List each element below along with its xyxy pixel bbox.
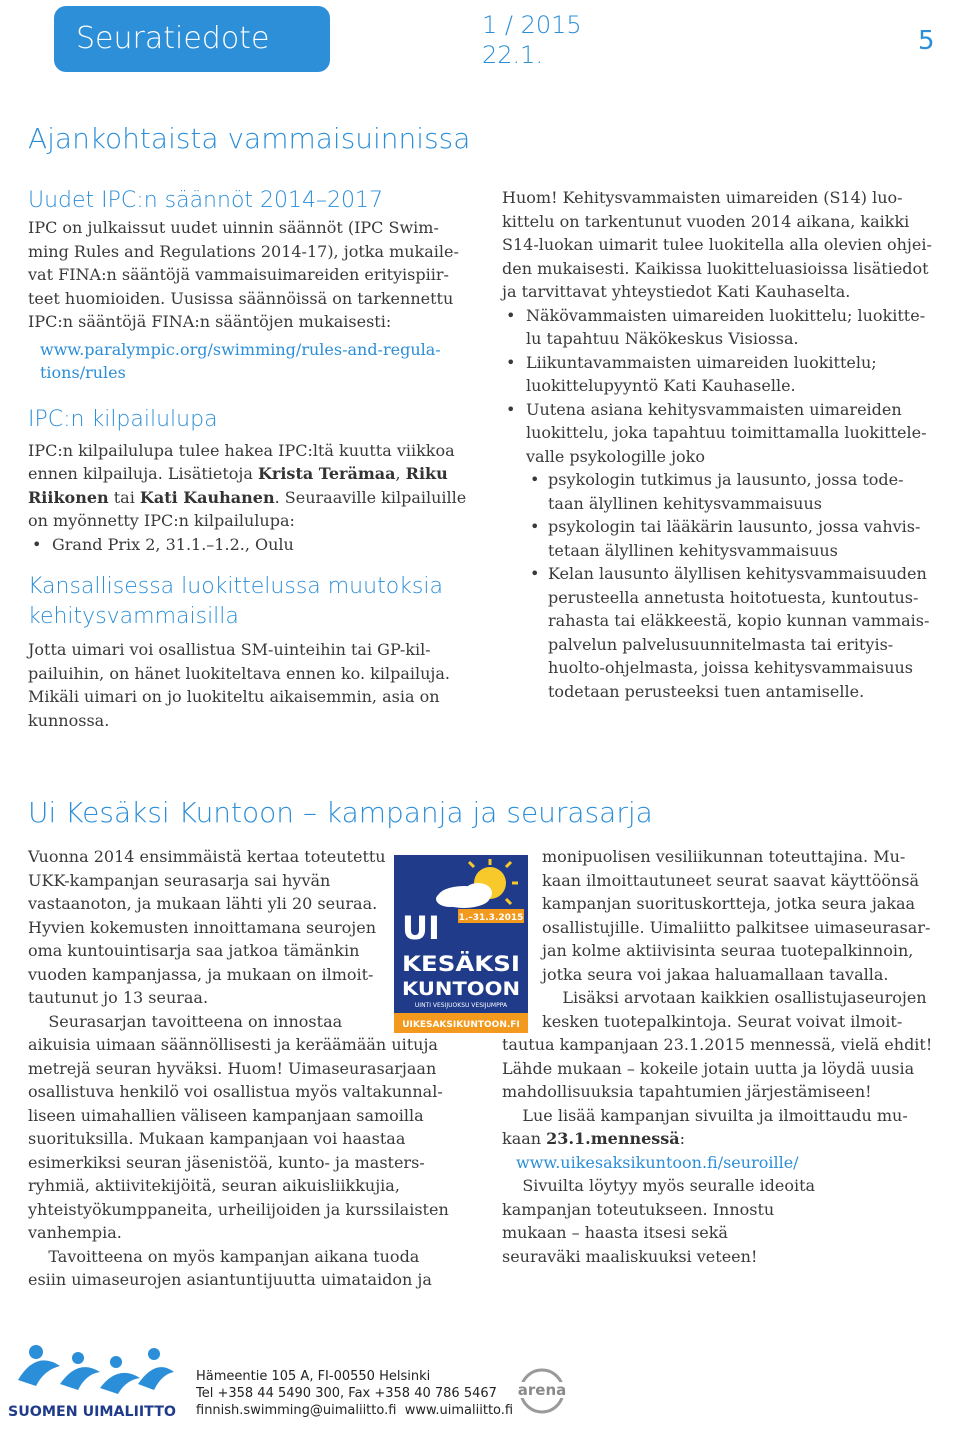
text-line: Vuonna 2014 ensimmäistä kertaa toteutettu (28, 847, 386, 866)
campaign-logo (394, 855, 528, 1033)
text-line: S14-luokan uimarit tulee luokitella alla olevien ohjei- (502, 235, 932, 254)
text-line: metrejä seuran hyväksi. Huom! Uimaseurasarjaan (28, 1058, 437, 1078)
text-line: osallistuva henkilö voi osallistua myös valtakunnal- (28, 1082, 443, 1101)
classification-sublist (502, 468, 942, 703)
text-line: UKK-kampanjan seurasarja sai hyvän (28, 870, 331, 890)
text-line: esimerkiksi seuran jäsenistöä, kunto- ja masters- (28, 1152, 425, 1172)
campaign-heading: Ui Kesäksi Kuntoon – kampanja ja seurasarja (28, 796, 653, 829)
link-line[interactable]: tions/rules (40, 363, 126, 382)
text-line: jan kolme aktiivisinta seuraa tuotepalkinnoin, (542, 941, 914, 960)
issue-number: 1 / 2015 (482, 11, 582, 39)
list-item: • Uutena asiana kehitysvammaisten uimareiden luokittelu, joka tapahtuu toimittamalla luokittele- valle psykologille joko (502, 398, 942, 469)
list-item: • Näkövammaisten uimareiden luokittelu; luokitte- lu tapahtuu Näkökeskus Visiossa. (502, 304, 942, 351)
ipc-license-heading: IPC:n kilpailulupa (28, 406, 218, 432)
ipc-rules-heading: Uudet IPC:n säännöt 2014–2017 (28, 188, 383, 213)
deadline-date: 23.1.mennessä (546, 1129, 680, 1148)
logo-word-kesaksi: KESÄKSI (402, 952, 504, 976)
text-line: kunnossa. (28, 710, 110, 730)
campaign-wide-text (502, 1033, 942, 1268)
link-line[interactable]: www.paralympic.org/swimming/rules-and-regula- (40, 339, 441, 359)
footer-email-web[interactable]: finnish.swimming@uimaliitto.fi www.uimaliitto.fi (196, 1403, 514, 1418)
text-line: kampanjan toteutukseen. Innostu (502, 1199, 775, 1219)
text-line: Jotta uimari voi osallistua SM-uinteihin tai GP-kil- (28, 640, 431, 659)
text-line: kaan ilmoittautuneet seurat saavat käyttöönsä (542, 870, 920, 890)
text-line: IPC:n kilpailulupa tulee hakea IPC:ltä kuutta viikkoa (28, 440, 455, 460)
header-banner (54, 6, 330, 72)
sponsor-name: arena (517, 1381, 567, 1399)
contact-name: Krista Terämaa (258, 464, 396, 483)
text-line: ennen kilpailuja. Lisätietoja Krista Terämaa, Riku (28, 464, 448, 483)
text-line: ja tarvittavat yhteystiedot Kati Kauhaselta. (502, 282, 851, 301)
arena-logo (512, 1364, 572, 1414)
contact-name: Kati Kauhanen (139, 487, 275, 507)
text-line: IPC:n sääntöjä FINA:n sääntöjen mukaisesti: (28, 312, 392, 331)
text-line: den mukaisesti. Kaikissa luokitteluasioissa lisätiedot (502, 258, 929, 278)
page-number: 5 (918, 26, 935, 56)
list-item: • psykologin tutkimus ja lausunto, jossa tode- taan älyllinen kehitysvammaisuus (502, 468, 942, 515)
right-column (502, 186, 942, 703)
text-line: ryhmiä, aktiivitekijöitä, seuran aikuisliikkujia, (28, 1176, 400, 1195)
logo-word-ui: UI (402, 909, 440, 947)
text-line: jotka seura voi jakaa haluamallaan tavalla. (542, 964, 889, 984)
issue-info (482, 10, 582, 70)
text-line: yhteistyökumppaneita, urheilijoiden ja kurssilaisten (28, 1199, 449, 1219)
text-line: kesken tuotepalkintoja. Seurat voivat ilmoit- (542, 1011, 903, 1031)
text-line: tautua kampanjaan 23.1.2015 mennessä, vielä ehdit! (502, 1035, 933, 1054)
text-line: Riikonen tai Kati Kauhanen. Seuraaville kilpailuille (28, 487, 467, 507)
text-line: on myönnetty IPC:n kilpailulupa: (28, 511, 295, 530)
contact-name: Riikonen (28, 487, 109, 507)
campaign-link[interactable]: www.uikesaksikuntoon.fi/seuroille/ (516, 1152, 799, 1172)
text-line: liseen uimahallien väliseen kampanjaan samoilla (28, 1105, 424, 1125)
text-line: osallistujille. Uimaliitto palkitsee uimaseurasar- (542, 917, 931, 937)
text-line: esiin uimaseurojen asiantuntijuutta uimataidon ja (28, 1270, 432, 1289)
text-line: Mikäli uimari on jo luokiteltu aikaisemmin, asia on (28, 687, 440, 706)
footer-contact (196, 1368, 513, 1419)
text-line: Seurasarjan tavoitteena on innostaa (28, 1011, 343, 1031)
text-line: IPC on julkaissut uudet uinnin säännöt (IPC Swim- (28, 218, 439, 237)
text-line: ming Rules and Regulations 2014-17), jotka mukaile- (28, 241, 459, 261)
text-line: mukaan – haasta itsesi sekä (502, 1223, 728, 1242)
license-list (28, 533, 468, 557)
classification-list (502, 304, 942, 469)
text-line: Tavoitteena on myös kampanjan aikana tuoda (28, 1246, 420, 1266)
footer-phone: Tel +358 44 5490 300, Fax +358 40 786 5467 (196, 1386, 497, 1401)
text-line: teet huomioiden. Uusissa säännöissä on tarkennettu (28, 288, 454, 308)
newsletter-title: Seuratiedote (76, 21, 270, 56)
text-line: kittelu on tarkentunut vuoden 2014 aikana, kaikki (502, 211, 910, 231)
uimaliitto-logo (8, 1340, 178, 1420)
issue-date: 22.1. (482, 41, 544, 69)
text-line: Sivuilta löytyy myös seuralle ideoita (502, 1176, 816, 1195)
text-line: suorituksilla. Mukaan kampanjaan voi haastaa (28, 1129, 406, 1148)
text-line: kampanjan suorituskortteja, jotka seura jakaa (542, 894, 916, 913)
logo-word-kuntoon: KUNTOON (402, 978, 520, 1000)
text-line: aikuisia uimaan säännöllisesti ja keräämään uituja (28, 1035, 438, 1054)
logo-tagline: UINTI VESIJUOKSU VESIJUMPPA (414, 1002, 508, 1009)
text-line: Lisäksi arvotaan kaikkien osallistujaseurojen (542, 988, 927, 1007)
list-item: • Kelan lausunto älyllisen kehitysvammaisuuden perusteella annetusta hoitotuesta, kuntoutus- rahasta tai eläkkeestä, kopio kunnan vammais- palvelun palvelusuunnitelmasta tai erityis- huolto-ohjelmasta, joissa kehitysvammaisuus todetaan perusteeksi tuen antamiselle. (502, 562, 942, 703)
text-line: Lue lisää kampanjan sivuilta ja ilmoittaudu mu- (502, 1105, 908, 1125)
campaign-right-text (542, 845, 942, 1033)
logo-site: UIKESAKSIKUNTOON.FI (402, 1020, 520, 1030)
section-heading: Ajankohtaista vammaisuinnissa (28, 122, 471, 155)
text-line: seuraväki maaliskuuksi veteen! (502, 1246, 758, 1266)
logo-dates: 1.–31.3.2015 (458, 913, 524, 923)
national-text (28, 638, 468, 732)
swimmers-logo-icon (8, 1340, 178, 1420)
org-name: SUOMEN UIMALIITTO (8, 1404, 177, 1420)
left-column (28, 186, 468, 732)
ipc-rules-text (28, 216, 468, 385)
ipc-license-text (28, 439, 468, 557)
text-line: Huom! Kehitysvammaisten uimareiden (S14) luo- (502, 188, 903, 207)
text-line: tautunut jo 13 seuraa. (28, 988, 209, 1007)
text-line: oma kuntouintisarja saa jatkoa tämänkin (28, 941, 360, 960)
text-line: monipuolisen vesiliikunnan toteuttajina. Mu- (542, 847, 906, 866)
text-line: mahdollisuuksia tapahtumien järjestämiseen! (502, 1082, 872, 1101)
campaign-logo-art (394, 855, 528, 1033)
text-line: vanhempia. (28, 1223, 122, 1242)
text-line: vat FINA:n sääntöjä vammaisuimareiden erityispiir- (28, 265, 449, 284)
text-line: Lähde mukaan – kokeile jotain uutta ja löydä uusia (502, 1058, 915, 1078)
national-heading: Kansallisessa luokittelussa muutoksia kehitysvammaisilla (28, 574, 443, 629)
text-line: pailuihin, on hänet luokiteltava ennen ko. kilpailuja. (28, 663, 450, 683)
text-line: vuoden kampanjassa, ja mukaan on ilmoit- (28, 964, 374, 984)
list-item: • Grand Prix 2, 31.1.–1.2., Oulu (28, 533, 468, 557)
text-line: vastaanoton, ja mukaan lähti yli 20 seuraa. (28, 894, 378, 913)
list-item: • psykologin tai lääkärin lausunto, jossa vahvis- tetaan älyllinen kehitysvammaisuus (502, 515, 942, 562)
ipc-rules-link[interactable] (28, 338, 468, 385)
list-item: • Liikuntavammaisten uimareiden luokittelu; luokittelupyyntö Kati Kauhaselle. (502, 351, 942, 398)
text-line: Hyvien kokemusten innoittamana seurojen (28, 917, 376, 937)
footer-address: Hämeentie 105 A, FI-00550 Helsinki (196, 1369, 431, 1384)
contact-name: Riku (405, 464, 448, 483)
text-line: kaan 23.1.mennessä: (502, 1129, 686, 1148)
arena-logo-icon (512, 1364, 572, 1414)
